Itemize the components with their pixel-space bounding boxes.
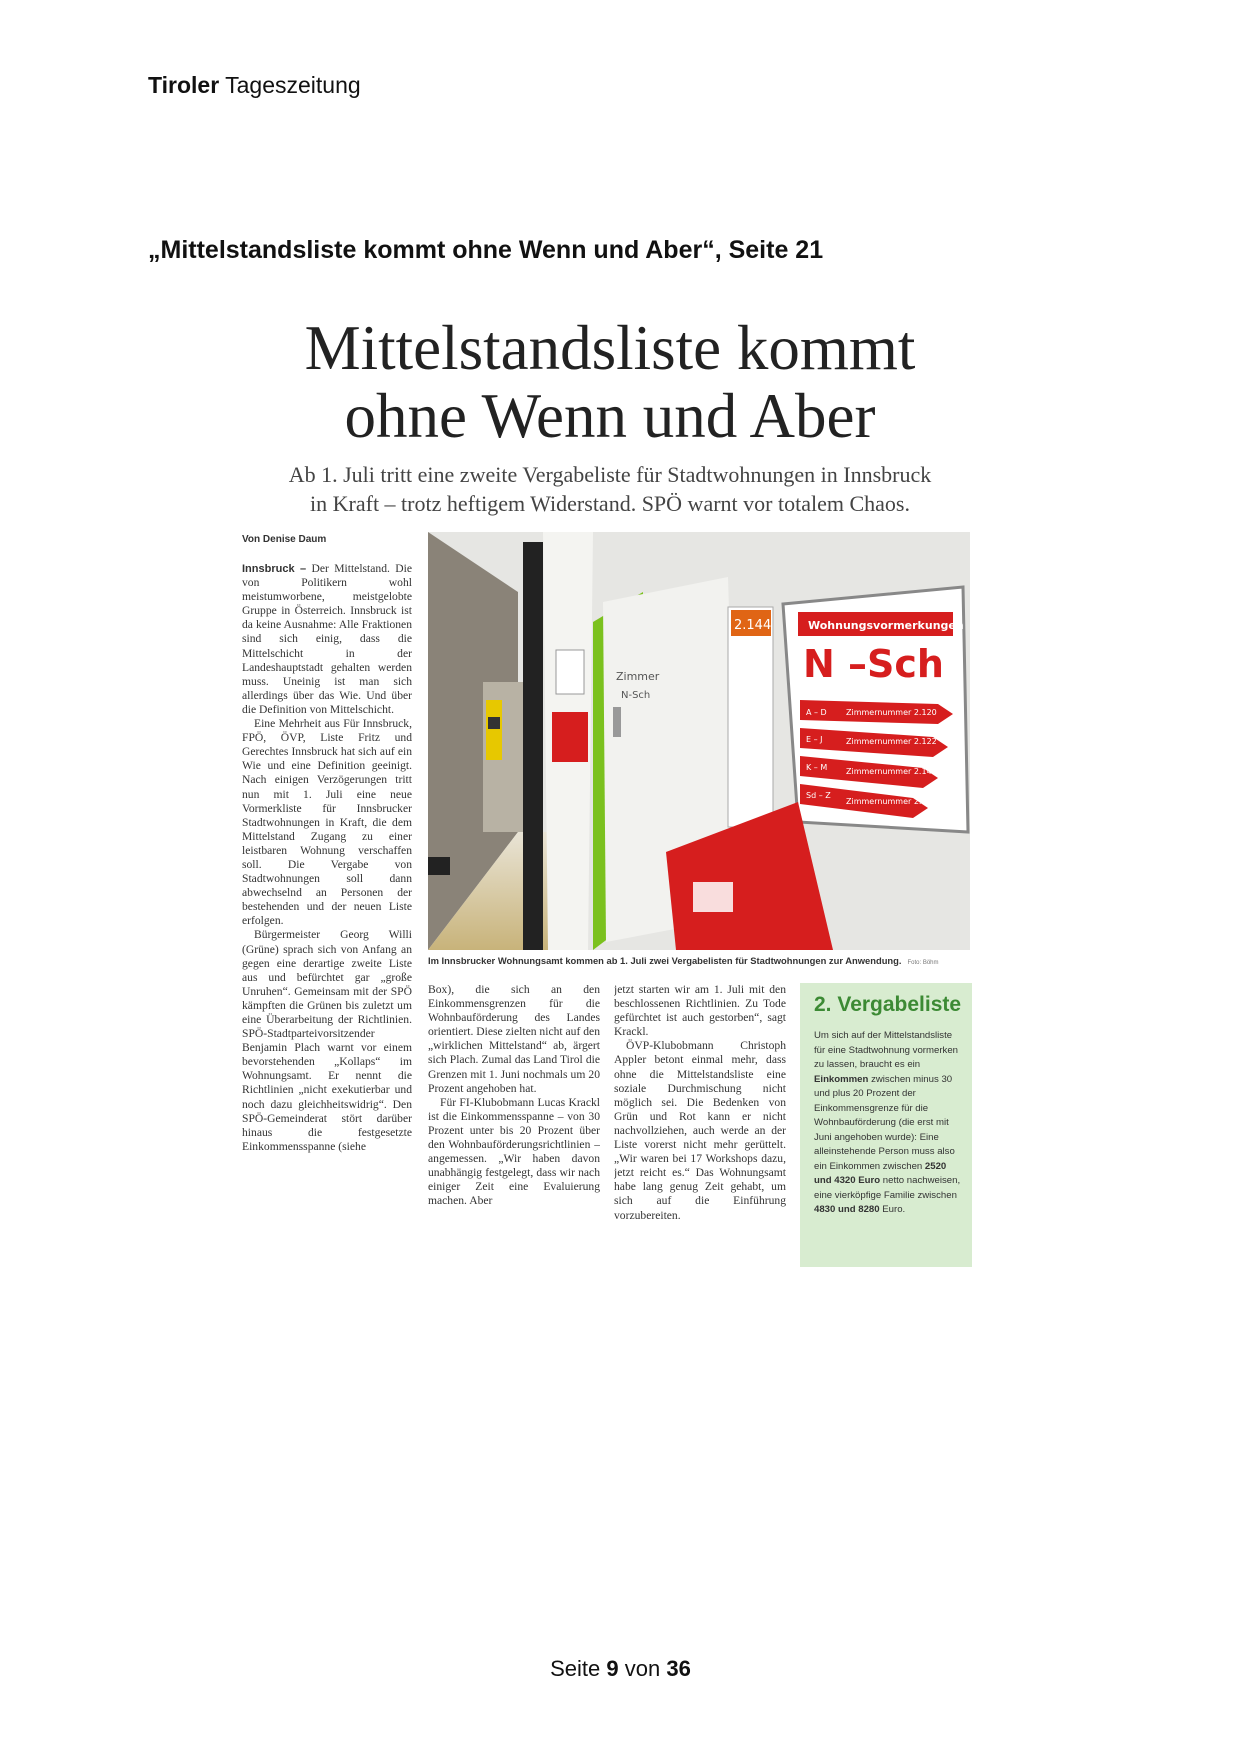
door-label-1: Zimmer bbox=[616, 670, 660, 683]
info-box-text bbox=[814, 1029, 962, 1218]
info-text-bold: 4830 und 8280 bbox=[814, 1204, 880, 1215]
publication-name-bold: Tiroler bbox=[148, 72, 220, 98]
document-title: „Mittelstandsliste kommt ohne Wenn und Aber“, Seite 21 bbox=[148, 236, 824, 264]
article-photo bbox=[428, 532, 970, 950]
photo-caption bbox=[428, 955, 970, 966]
paragraph: Box), die sich an den Einkommensgrenzen für die Wohnbauförderung des Landes orientiert. Diese zielten nicht auf den „wirklichen Mittelstand“ ab, ärgert sich Plach. Zumal das Land Tirol die Grenzen mit 1. Juni nochmals um 20 Prozent angehoben hat. bbox=[428, 983, 600, 1095]
paragraph: jetzt starten wir am 1. Juli mit den beschlossenen Richtlinien. Zu Tode gefürchtet ist auch gestorben“, sagt Krackl. bbox=[614, 983, 786, 1039]
svg-text:Sd – Z: Sd – Z bbox=[806, 791, 831, 800]
page-total: 36 bbox=[666, 1656, 691, 1681]
info-text-part: netto nachweisen, eine vierköpfige Familie zwischen bbox=[814, 1175, 961, 1201]
svg-text:Zimmernummer 2.122: Zimmernummer 2.122 bbox=[846, 737, 937, 746]
svg-text:E – J: E – J bbox=[806, 735, 823, 744]
svg-text:Zimmernummer 2.120: Zimmernummer 2.120 bbox=[846, 708, 937, 717]
paragraph bbox=[242, 562, 412, 717]
article-subheadline bbox=[240, 460, 980, 518]
door-label-2: N-Sch bbox=[621, 690, 651, 701]
publication-name bbox=[148, 72, 361, 99]
svg-text:Zimmernummer 2.146: Zimmernummer 2.146 bbox=[846, 797, 937, 806]
sign-title: Wohnungsvormerkungen bbox=[808, 619, 964, 632]
info-text-part: Euro. bbox=[882, 1204, 906, 1215]
page-number bbox=[0, 1656, 1241, 1682]
paragraph: Eine Mehrheit aus Für Innsbruck, FPÖ, ÖVP, Liste Fritz und Gerechtes Innsbruck hat sich auf ein Wie und eine Definition geeinigt. Nach einigen Verzögerungen tritt nun mit 1. Juli eine neue Vormerkliste für Innsbrucker Stadtwohnungen in Kraft, die dem Mittelstand Zugang zu einer leistbaren Wohnung verschaffen soll. Die Vergabe von Stadtwohnungen soll dann abwechselnd an Personen der bestehenden und der neuen Liste erfolgen. bbox=[242, 717, 412, 928]
headline-line-1: Mittelstandsliste kommt bbox=[304, 313, 916, 383]
article-headline bbox=[240, 314, 980, 450]
info-box-title: 2. Vergabeliste bbox=[814, 993, 962, 1016]
svg-text:Zimmernummer 2.142: Zimmernummer 2.142 bbox=[846, 767, 937, 776]
info-box bbox=[800, 983, 972, 1267]
article-column-1 bbox=[242, 562, 412, 1277]
photo-credit: Foto: Böhm bbox=[907, 960, 939, 966]
svg-text:A – D: A – D bbox=[806, 708, 827, 717]
sign-letters: N –Sch bbox=[803, 642, 944, 686]
paragraph-text: Der Mittelstand. Die von Politikern wohl meistumworbene, meistgelobte Gruppe in Österreich. Innsbruck ist da keine Ausnahme: Alle Fraktionen sind sich einig, dass die Mittelschicht in der Landeshauptstadt gehalten werden muss. Uneinig ist man sich allerdings über das Wie. Und über die Definition von Mittelschicht. bbox=[242, 562, 412, 716]
article-column-3 bbox=[614, 983, 786, 1283]
headline-line-2: ohne Wenn und Aber bbox=[344, 381, 876, 451]
paragraph: Bürgermeister Georg Willi (Grüne) sprach sich von Anfang an gegen eine derartige zweite Liste aus und befürchtet gar „große Unruhen“. Gemeinsam mit der SPÖ kämpften die Grünen bis zuletzt um eine Überarbeitung der Richtlinien. SPÖ-Stadtparteivorsitzender Benjamin Plach warnt vor einem bevorstehenden „Kollaps“ im Wohnungsamt. Er nennt die Richtlinien „nicht exekutierbar und noch dazu gleichheitswidrig“. Den SPÖ-Gemeinderat stört darüber hinaus die festgesetzte Einkommensspanne (siehe bbox=[242, 928, 412, 1153]
paragraph: ÖVP-Klubobmann Christoph Appler betont einmal mehr, dass ohne die Mittelstandsliste eine soziale Durchmischung nicht möglich sei. Die Bedenken von Grün und Rot kann er nicht nachvollziehen, auch werde an der Liste vorerst nicht mehr gerüttelt. „Wir waren bei 17 Workshops dazu, jetzt reicht es.“ Das Wohnungsamt habe lang genug Zeit gehabt, um sich auf die Einführung vorzubereiten. bbox=[614, 1039, 786, 1222]
svg-text:K – M: K – M bbox=[806, 763, 828, 772]
info-text-bold: 2520 und 4320 Euro bbox=[814, 1160, 947, 1186]
info-text-part: zwischen minus 30 und plus 20 Prozent der Einkommensgrenze für die Wohnbauförderung (die erst mit Juni angehoben wurde): Eine alleinstehende Person muss also ein Einkommen zwischen bbox=[814, 1073, 955, 1172]
publication-name-rest: Tageszeitung bbox=[225, 72, 361, 98]
page-number-prefix: Seite bbox=[550, 1656, 601, 1681]
info-text-bold: Einkommen bbox=[814, 1073, 869, 1085]
photo-caption-text: Im Innsbrucker Wohnungsamt kommen ab 1. Juli zwei Vergabelisten für Stadtwohnungen zur Anwendung. bbox=[428, 955, 902, 966]
page-number-middle: von bbox=[624, 1656, 661, 1681]
article-column-2 bbox=[428, 983, 600, 1283]
article-author: Von Denise Daum bbox=[242, 534, 327, 545]
subhead-line-2: in Kraft – trotz heftigem Widerstand. SPÖ warnt vor totalem Chaos. bbox=[310, 491, 910, 516]
newspaper-clipping bbox=[240, 300, 980, 1275]
subhead-line-1: Ab 1. Juli tritt eine zweite Vergabeliste für Stadtwohnungen in Innsbruck bbox=[288, 462, 932, 487]
page-current: 9 bbox=[606, 1656, 619, 1681]
info-text-part: Um sich auf der Mittelstandsliste für eine Stadtwohnung vormerken zu lassen, braucht es ein bbox=[814, 1030, 958, 1070]
room-number: 2.144 bbox=[734, 618, 772, 633]
paragraph: Für FI-Klubobmann Lucas Krackl ist die Einkommensspanne – von 30 Prozent unter bis 20 Prozent über den Wohnbauförderungsrichtlinien – angemessen. „Wir haben davon unabhängig festgelegt, dass wir nach einiger Zeit eine Evaluierung machen. Aber bbox=[428, 1095, 600, 1208]
photo-illustration bbox=[428, 532, 970, 950]
dateline: Innsbruck – bbox=[242, 563, 307, 575]
